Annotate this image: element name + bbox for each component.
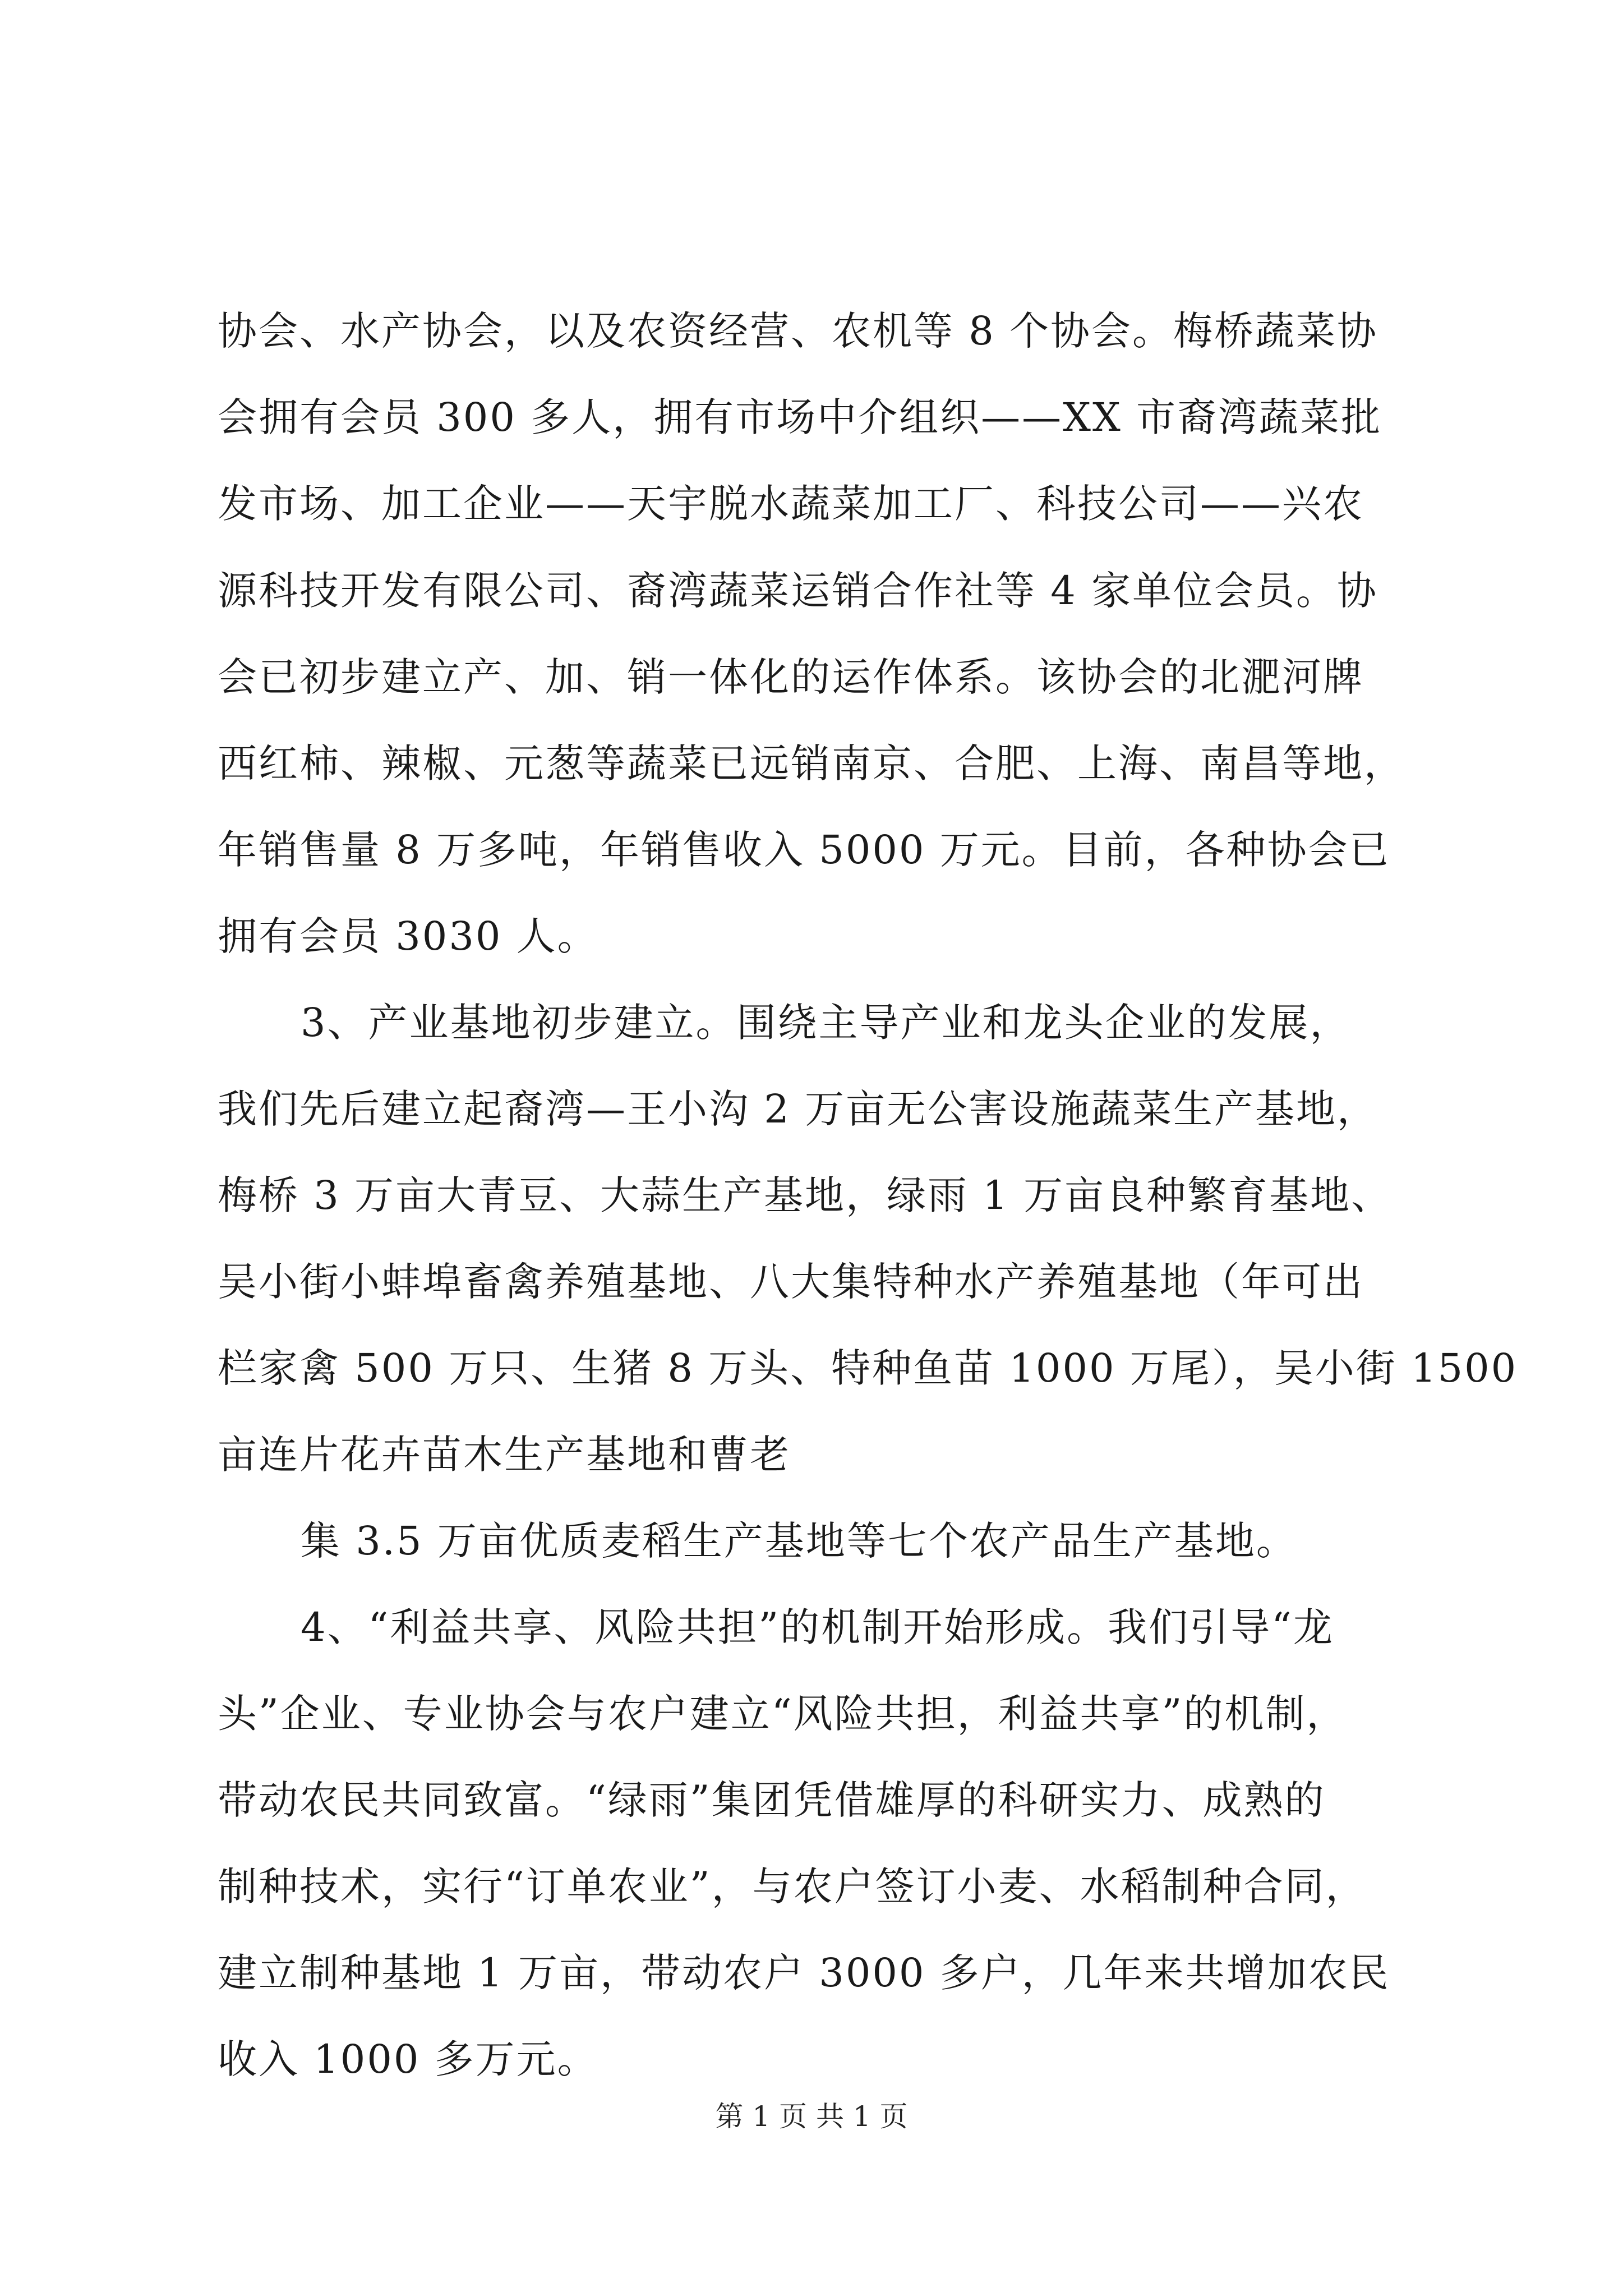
- paragraph-line: 3、产业基地初步建立。围绕主导产业和龙头企业的发展，: [301, 1000, 1351, 1046]
- paragraph-line: 拥有会员 3030 人。: [218, 913, 598, 959]
- paragraph-line: 源科技开发有限公司、裔湾蔬菜运销合作社等 4 家单位会员。协: [218, 568, 1378, 614]
- paragraph-line: 会拥有会员 300 多人，拥有市场中介组织——XX 市裔湾蔬菜批: [218, 394, 1382, 440]
- paragraph-line: 吴小街小蚌埠畜禽养殖基地、八大集特种水产养殖基地（年可出: [218, 1259, 1364, 1305]
- paragraph-line: 年销售量 8 万多吨，年销售收入 5000 万元。目前，各种协会已: [218, 827, 1390, 873]
- paragraph-line: 建立制种基地 1 万亩，带动农户 3000 多户，几年来共增加农民: [218, 1950, 1390, 1996]
- paragraph-line: 西红柿、辣椒、元葱等蔬菜已远销南京、合肥、上海、南昌等地，: [218, 740, 1405, 786]
- paragraph-line: 栏家禽 500 万只、生猪 8 万头、特种鱼苗 1000 万尾），吴小街 1500: [218, 1345, 1518, 1391]
- paragraph-line: 制种技术，实行“订单农业”，与农户签订小麦、水稻制种合同，: [218, 1864, 1367, 1910]
- paragraph-line: 带动农民共同致富。“绿雨”集团凭借雄厚的科研实力、成熟的: [218, 1777, 1326, 1823]
- paragraph-line: 亩连片花卉苗木生产基地和曹老: [218, 1432, 791, 1478]
- paragraph-line: 我们先后建立起裔湾—王小沟 2 万亩无公害设施蔬菜生产基地，: [218, 1086, 1378, 1132]
- paragraph-line: 集 3.5 万亩优质麦稻生产基地等七个农产品生产基地。: [301, 1518, 1297, 1564]
- paragraph-line: 头”企业、专业协会与农户建立“风险共担，利益共享”的机制，: [218, 1691, 1348, 1737]
- paragraph-line: 梅桥 3 万亩大青豆、大蒜生产基地，绿雨 1 万亩良种繁育基地、: [218, 1172, 1393, 1218]
- paragraph-line: 会已初步建立产、加、销一体化的运作体系。该协会的北淝河牌: [218, 654, 1364, 700]
- paragraph-line: 4、“利益共享、风险共担”的机制开始形成。我们引导“龙: [301, 1604, 1334, 1650]
- paragraph-line: 收入 1000 多万元。: [218, 2036, 598, 2082]
- paragraph-line: 发市场、加工企业——天宇脱水蔬菜加工厂、科技公司——兴农: [218, 481, 1364, 527]
- paragraph-line: 协会、水产协会，以及农资经营、农机等 8 个协会。梅桥蔬菜协: [218, 308, 1378, 354]
- page-number-footer: 第 1 页 共 1 页: [715, 2100, 908, 2133]
